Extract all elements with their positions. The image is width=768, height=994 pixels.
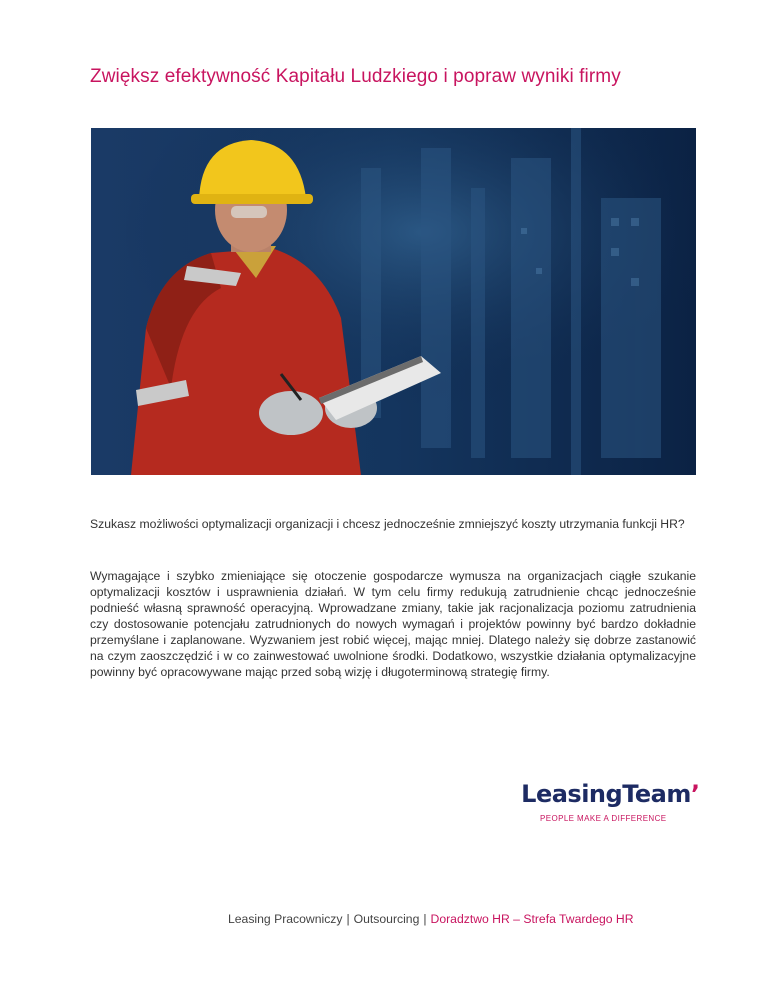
body-paragraph: Wymagające i szybko zmieniające się otoczenie gospodarcze wymusza na organizacjach ciągłe szukanie optymalizacji kosztów i usprawnienia działań. W tym celu firmy redukują zatrudnienie chcąc jednocześnie podnieść własną sprawność operacyjną. Wprowadzane zmiany, takie jak racjonalizacja poziomu zatrudnienia czy dostosowanie potencjału zatrudnionych do nowych wymagań i projektów powinny być bardzo dokładnie przemyślane i zaplanowane. Wyzwaniem jest robić więcej, mając mniej. Dlatego należy się dobrze zastanowić na czym zaoszczędzić i w co zainwestować uwolnione środki. Dodatkowo, wszystkie działania optymalizacyjne powinny być opracowywane mając przed sobą wizję i długoterminową strategię firmy. [90,569,696,679]
footer-nav [228,912,698,926]
company-logo [500,780,700,808]
footer-item-outsourcing[interactable]: Outsourcing [353,912,420,926]
hero-image [91,128,696,475]
logo-apostrophe: ’ [690,780,700,808]
logo-tagline: PEOPLE MAKE A DIFFERENCE [540,814,667,823]
footer-item-doradztwo[interactable]: Doradztwo HR – Strefa Twardego HR [430,912,634,926]
footer-separator: | [423,912,427,926]
intro-paragraph: Szukasz możliwości optymalizacji organizacji i chcesz jednocześnie zmniejszyć koszty utrzymania funkcji HR? [90,517,685,531]
footer-item-leasing[interactable]: Leasing Pracowniczy [228,912,343,926]
page-title: Zwiększ efektywność Kapitału Ludzkiego i popraw wyniki firmy [90,66,621,87]
worker-photo [91,128,696,475]
logo-text: LeasingTeam [521,780,691,808]
footer-separator: | [346,912,350,926]
